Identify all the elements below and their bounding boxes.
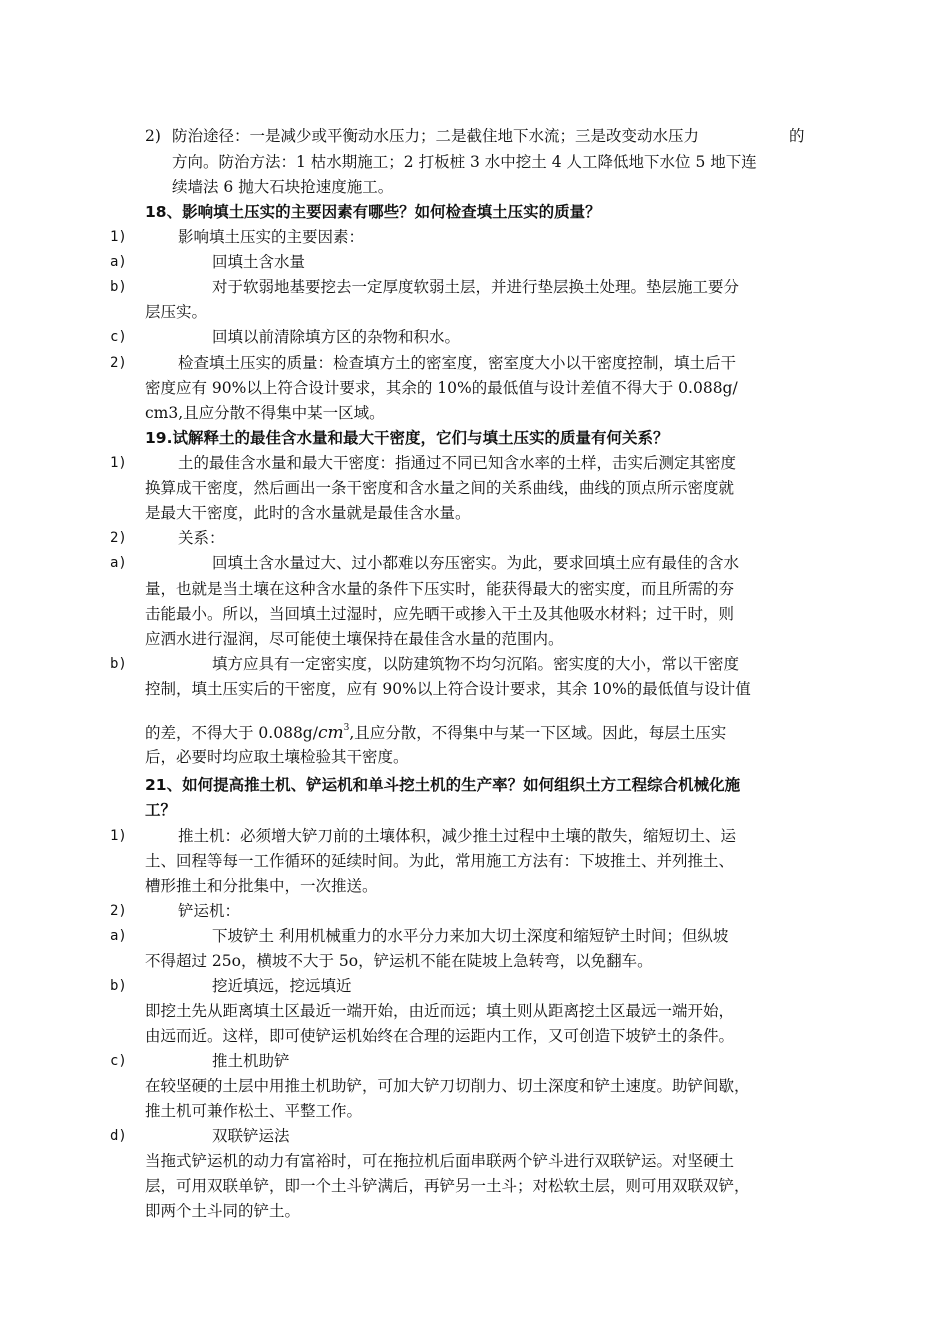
item-marker: a)	[110, 928, 127, 944]
paragraph-line: cm3,且应分散不得集中某一区域。	[145, 404, 385, 422]
item-marker: 2)	[110, 903, 127, 919]
paragraph-line: 推土机可兼作松土、平整工作。	[145, 1102, 363, 1120]
item-marker: c)	[110, 1053, 127, 1069]
paragraph-line: 土、回程等每一工作循环的延续时间。为此，常用施工方法有：下坡推土、并列推土、	[145, 852, 735, 870]
paragraph-line: 回填土含水量过大、过小都难以夯压密实。为此，要求回填土应有最佳的含水	[212, 554, 740, 572]
paragraph-line: 方向。防治方法：1 枯水期施工；2 打板桩 3 水中挖土 4 人工降低地下水位 5 地下连	[172, 153, 757, 171]
line-text: ,且应分散，不得集中与某一下区域。因此，每层土压实	[349, 724, 727, 742]
paragraph-line: 应洒水进行湿润，尽可能使土壤保持在最佳含水量的范围内。	[145, 630, 564, 648]
paragraph-line: 击能最小。所以，当回填土过湿时，应先晒干或掺入干土及其他吸水材料；过干时，则	[145, 605, 735, 623]
paragraph-line: 密度应有 90%以上符合设计要求，其余的 10%的最低值与设计差值不得大于 0.088g/	[145, 379, 738, 397]
item-marker: a)	[110, 555, 127, 571]
paragraph-line: 控制，填土压实后的干密度，应有 90%以上符合设计要求，其余 10%的最低值与设计值	[145, 680, 751, 698]
item-marker: 2)	[110, 530, 127, 546]
paragraph-line: 下坡铲土 利用机械重力的水平分力来加大切土深度和缩短铲土时间；但纵坡	[212, 927, 729, 945]
paragraph-line: 推土机助铲	[212, 1052, 290, 1070]
item-marker: 2)	[145, 127, 161, 145]
paragraph-line: 双联铲运法	[212, 1127, 290, 1145]
paragraph-line: 的	[789, 127, 805, 145]
paragraph-line: 换算成干密度，然后画出一条干密度和含水量之间的关系曲线，曲线的顶点所示密度就	[145, 479, 735, 497]
item-marker: b)	[110, 656, 127, 672]
line-text: 的差，不得大于 0.088g/	[145, 724, 318, 742]
paragraph-line: 槽形推土和分批集中，一次推送。	[145, 877, 378, 895]
question-heading: 工？	[145, 801, 177, 819]
paragraph-line: 层，可用双联单铲，即一个土斗铲满后，再铲另一土斗；对松软土层，则可用双联双铲，	[145, 1177, 750, 1195]
item-marker: d)	[110, 1128, 127, 1144]
paragraph-line: 续墙法 6 抛大石块抢速度施工。	[172, 178, 394, 196]
paragraph-line: 即挖土先从距离填土区最近一端开始，由近而远；填土则从距离挖土区最远一端开始，	[145, 1002, 735, 1020]
paragraph-line: 对于软弱地基要挖去一定厚度软弱土层，并进行垫层换土处理。垫层施工要分	[212, 278, 740, 296]
paragraph-line: 不得超过 25o，横坡不大于 5o，铲运机不能在陡坡上急转弯，以免翻车。	[145, 952, 653, 970]
item-marker: 1)	[110, 229, 127, 245]
paragraph-line: 检查填土压实的质量：检查填方土的密室度，密室度大小以干密度控制，填土后干	[178, 354, 737, 372]
paragraph-line: 土的最佳含水量和最大干密度：指通过不同已知含水率的土样，击实后测定其密度	[178, 454, 737, 472]
item-marker: 1)	[110, 828, 127, 844]
item-marker: b)	[110, 978, 127, 994]
paragraph-line: 防治途径：一是减少或平衡动水压力；二是截住地下水流；三是改变动水压力	[172, 127, 700, 145]
item-marker: 1)	[110, 455, 127, 471]
paragraph-line: 量，也就是当土壤在这种含水量的条件下压实时，能获得最大的密实度，而且所需的夯	[145, 580, 735, 598]
question-heading: 19.试解释土的最佳含水量和最大干密度，它们与填土压实的质量有何关系？	[145, 429, 669, 447]
paragraph-line: 回填以前清除填方区的杂物和积水。	[212, 328, 461, 346]
question-heading: 21、如何提高推土机、铲运机和单斗挖土机的生产率？如何组织土方工程综合机械化施	[145, 776, 741, 794]
paragraph-line: 推土机：必须增大铲刀前的土壤体积，减少推土过程中土壤的散失，缩短切土、运	[178, 827, 737, 845]
unit-cm: cm	[317, 723, 344, 743]
paragraph-line: 铲运机：	[178, 902, 241, 920]
paragraph-line: 是最大干密度，此时的含水量就是最佳含水量。	[145, 504, 471, 522]
question-heading: 18、影响填土压实的主要因素有哪些？如何检查填土压实的质量？	[145, 203, 601, 221]
paragraph-line: 挖近填远，挖远填近	[212, 977, 352, 995]
item-marker: a)	[110, 254, 127, 270]
paragraph-line: 当拖式铲运机的动力有富裕时，可在拖拉机后面串联两个铲斗进行双联铲运。对坚硬土	[145, 1152, 735, 1170]
item-marker: b)	[110, 279, 127, 295]
paragraph-line	[145, 716, 726, 745]
paragraph-line: 在较坚硬的土层中用推土机助铲，可加大铲刀切削力、切土深度和铲土速度。助铲间歇，	[145, 1077, 750, 1095]
item-marker: c)	[110, 329, 127, 345]
paragraph-line: 即两个土斗同的铲土。	[145, 1202, 301, 1220]
paragraph-line: 由远而近。这样，即可使铲运机始终在合理的运距内工作，又可创造下坡铲土的条件。	[145, 1027, 735, 1045]
paragraph-line: 回填土含水量	[212, 253, 306, 271]
paragraph-line: 层压实。	[145, 303, 208, 321]
item-marker: 2)	[110, 355, 127, 371]
paragraph-line: 填方应具有一定密实度，以防建筑物不均匀沉陷。密实度的大小，常以干密度	[212, 655, 740, 673]
unit-exponent: 3	[343, 723, 350, 733]
paragraph-line: 关系：	[178, 529, 225, 547]
paragraph-line: 影响填土压实的主要因素：	[178, 228, 365, 246]
paragraph-line: 后，必要时均应取土壤检验其干密度。	[145, 748, 409, 766]
